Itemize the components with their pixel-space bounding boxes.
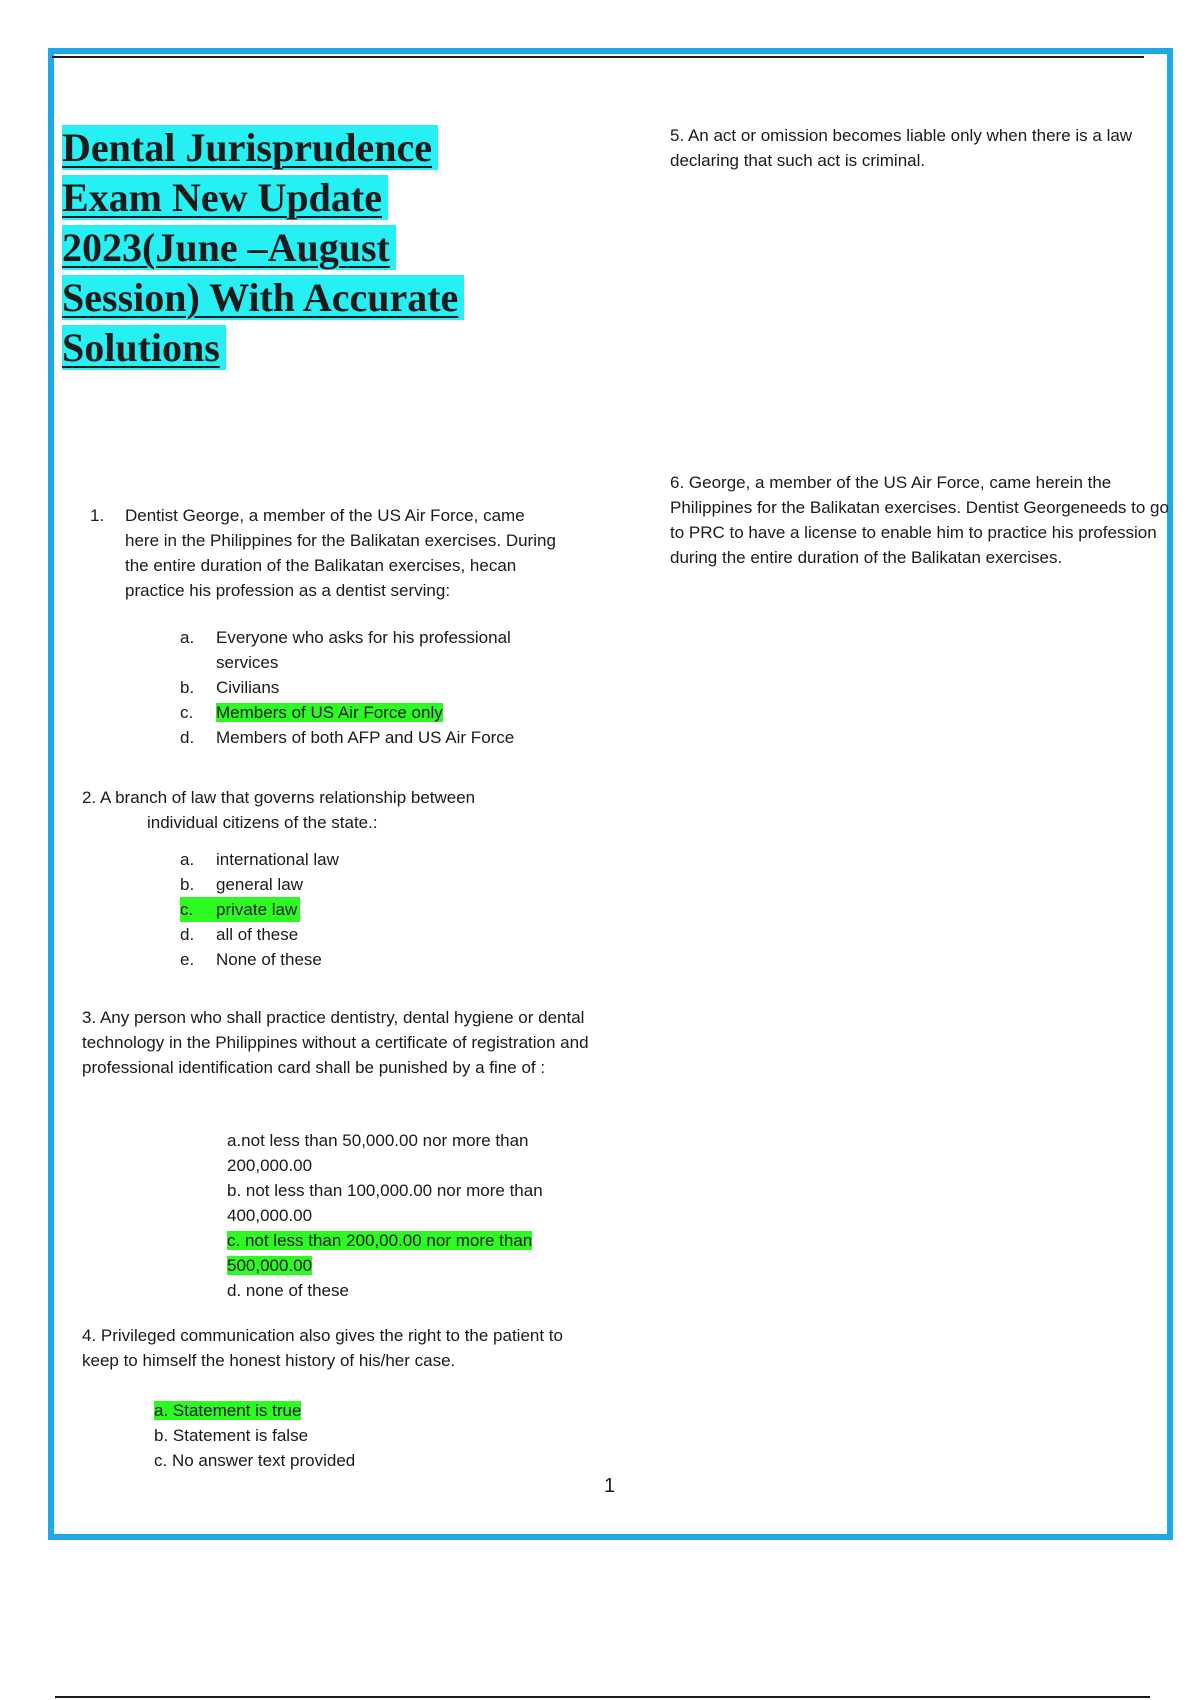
- question-2-option-a: a. international law: [180, 850, 339, 869]
- title-line-5: Solutions: [62, 325, 226, 370]
- question-1: [90, 503, 560, 603]
- question-2-option-e: e. None of these: [180, 950, 322, 969]
- question-3-option-a: a.not less than 50,000.00 nor more than 200,000.00: [227, 1131, 529, 1175]
- left-column: [62, 123, 592, 1470]
- question-1-option-c: c. Members of US Air Force only: [180, 703, 443, 722]
- question-2-option-b: b. general law: [180, 875, 303, 894]
- title-line-3: 2023(June –August: [62, 225, 396, 270]
- question-2: [82, 785, 602, 835]
- question-4: 4. Privileged communication also gives the right to the patient to keep to himself the honest history of his/her case.: [82, 1326, 563, 1370]
- question-3: 3. Any person who shall practice dentistry, dental hygiene or dental technology in the Philippines without a certificate of registration and professional identification card shall be punished by a fine of :: [82, 1008, 589, 1077]
- question-2-option-d: d. all of these: [180, 925, 299, 944]
- question-1-text: Dentist George, a member of the US Air Force, came here in the Philippines for the Balikatan exercises. During the entire duration of the Balikatan exercises, hecan practice his profession as a dentist serving:: [125, 506, 556, 600]
- question-2-line-2: individual citizens of the state.:: [147, 813, 378, 832]
- question-1-option-b: b. Civilians: [180, 678, 280, 697]
- correct-answer-highlight: c. not less than 200,00.00 nor more than 500,000.00: [227, 1231, 533, 1275]
- question-1-options: [180, 625, 560, 750]
- question-3-option-b: b. not less than 100,000.00 nor more than 400,000.00: [227, 1181, 543, 1225]
- question-2-line-1: 2. A branch of law that governs relationship between: [82, 788, 476, 807]
- question-2-options: [180, 847, 560, 972]
- question-4-option-b: b. Statement is false: [154, 1426, 309, 1445]
- question-5: 5. An act or omission becomes liable only when there is a law declaring that such act is criminal.: [670, 126, 1133, 170]
- title-line-2: Exam New Update: [62, 175, 388, 220]
- frame-top-line: [52, 56, 1144, 58]
- document-title: [62, 123, 592, 373]
- title-line-4: Session) With Accurate: [62, 275, 464, 320]
- question-4-option-c: c. No answer text provided: [154, 1451, 356, 1470]
- question-4-options: [154, 1398, 514, 1473]
- question-4-option-a: [154, 1398, 514, 1423]
- title-line-1: Dental Jurisprudence: [62, 125, 438, 170]
- page-number: 1: [604, 1475, 616, 1497]
- correct-answer-highlight: a. Statement is true: [154, 1401, 302, 1420]
- question-3-option-c: [227, 1228, 587, 1278]
- question-1-option-d: d. Members of both AFP and US Air Force: [180, 728, 515, 747]
- question-1-option-a: a. Everyone who asks for his professional services: [180, 628, 511, 672]
- correct-answer-highlight: Members of US Air Force only: [216, 703, 443, 722]
- question-3-options: [227, 1128, 587, 1303]
- next-page-top-line: [55, 1696, 1150, 1698]
- question-6: 6. George, a member of the US Air Force, came herein the Philippines for the Balikatan exercises. Dentist Georgeneeds to go to PRC to have a license to enable him to practice his profession during the entire duration of the Balikatan exercises.: [670, 473, 1169, 567]
- correct-answer-highlight: c. private law: [180, 897, 300, 922]
- question-3-option-d: d. none of these: [227, 1281, 349, 1300]
- question-1-number: 1.: [90, 506, 105, 525]
- question-2-option-c: [180, 897, 560, 922]
